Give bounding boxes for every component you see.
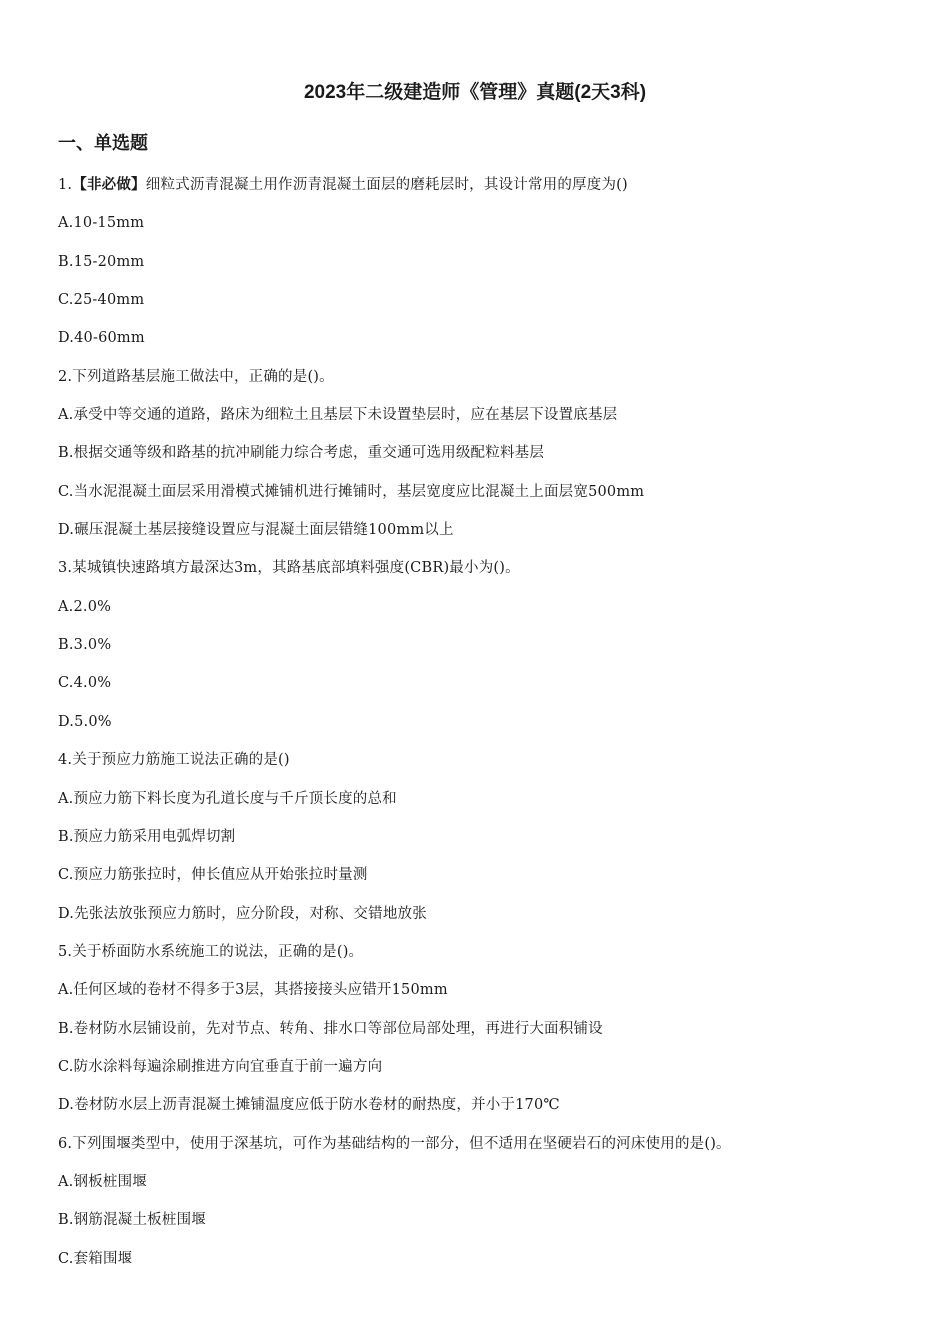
option-b: B.钢筋混凝土板桩围堰	[58, 1212, 206, 1229]
option-c: C.4.0%	[58, 675, 112, 692]
option-a: A.预应力筋下料长度为孔道长度与千斤顶长度的总和	[58, 790, 397, 807]
question-stem	[58, 747, 918, 785]
option-a: A.承受中等交通的道路，路床为细粒土且基层下未设置垫层时，应在基层下设置底基层	[58, 407, 618, 424]
question-stem	[58, 939, 918, 977]
option-c: C.防水涂料每遍涂刷推进方向宜垂直于前一遍方向	[58, 1058, 383, 1075]
option-c: C.预应力筋张拉时，伸长值应从开始张拉时量测	[58, 867, 368, 884]
question-tag: 【非必做】	[72, 176, 146, 193]
question-number: 6.	[58, 1135, 73, 1152]
option-b: B.预应力筋采用电弧焊切割	[58, 828, 236, 845]
document-title: 2023年二级建造师《管理》真题(2天3科)	[303, 82, 647, 103]
question-stem	[58, 1131, 918, 1169]
section-title: 一、单选题	[58, 133, 148, 153]
question-number: 5.	[58, 943, 73, 960]
question-text: 下列道路基层施工做法中，正确的是()。	[72, 368, 334, 385]
option-d: D.碾压混凝土基层接缝设置应与混凝土面层错缝100mm以上	[58, 522, 454, 539]
option-c: C.套箱围堰	[58, 1250, 133, 1267]
question-text: 下列围堰类型中，使用于深基坑，可作为基础结构的一部分，但不适用在坚硬岩石的河床使用的是()。	[72, 1135, 731, 1152]
option-a: A.10-15mm	[58, 215, 145, 232]
question-number: 2.	[58, 368, 73, 385]
option-d: D.先张法放张预应力筋时，应分阶段，对称、交错地放张	[58, 905, 427, 922]
option-b: B.卷材防水层铺设前，先对节点、转角、排水口等部位局部处理，再进行大面积铺设	[58, 1020, 603, 1037]
question-text: 某城镇快速路填方最深达3m，其路基底部填料强度(CBR)最小为()。	[72, 560, 520, 577]
question-text: 关于预应力筋施工说法正确的是()	[72, 752, 290, 769]
question-number: 3.	[58, 560, 73, 577]
option-a: A.2.0%	[58, 598, 112, 615]
option-a: A.任何区域的卷材不得多于3层，其搭接接头应错开150mm	[58, 982, 448, 999]
question-number: 4.	[58, 752, 73, 769]
question-text: 细粒式沥青混凝土用作沥青混凝土面层的磨耗层时，其设计常用的厚度为()	[145, 177, 628, 193]
option-b: B.3.0%	[58, 637, 112, 654]
question-text: 关于桥面防水系统施工的说法，正确的是()。	[72, 943, 364, 960]
option-c: C.当水泥混凝土面层采用滑模式摊铺机进行摊铺时，基层宽度应比混凝土上面层宽500mm	[58, 483, 645, 500]
question-stem	[58, 555, 918, 593]
option-d: D.40-60mm	[58, 330, 145, 347]
question-stem	[58, 364, 918, 402]
question-stem	[58, 172, 918, 210]
option-d: D.卷材防水层上沥青混凝土摊铺温度应低于防水卷材的耐热度，并小于170℃	[58, 1097, 560, 1114]
question-number: 1.	[58, 177, 73, 193]
option-a: A.钢板桩围堰	[58, 1173, 147, 1190]
option-b: B.15-20mm	[58, 253, 145, 270]
option-b: B.根据交通等级和路基的抗冲刷能力综合考虑，重交通可选用级配粒料基层	[58, 445, 545, 462]
question-list	[58, 172, 918, 1284]
option-d: D.5.0%	[58, 713, 112, 730]
option-c: C.25-40mm	[58, 292, 145, 309]
